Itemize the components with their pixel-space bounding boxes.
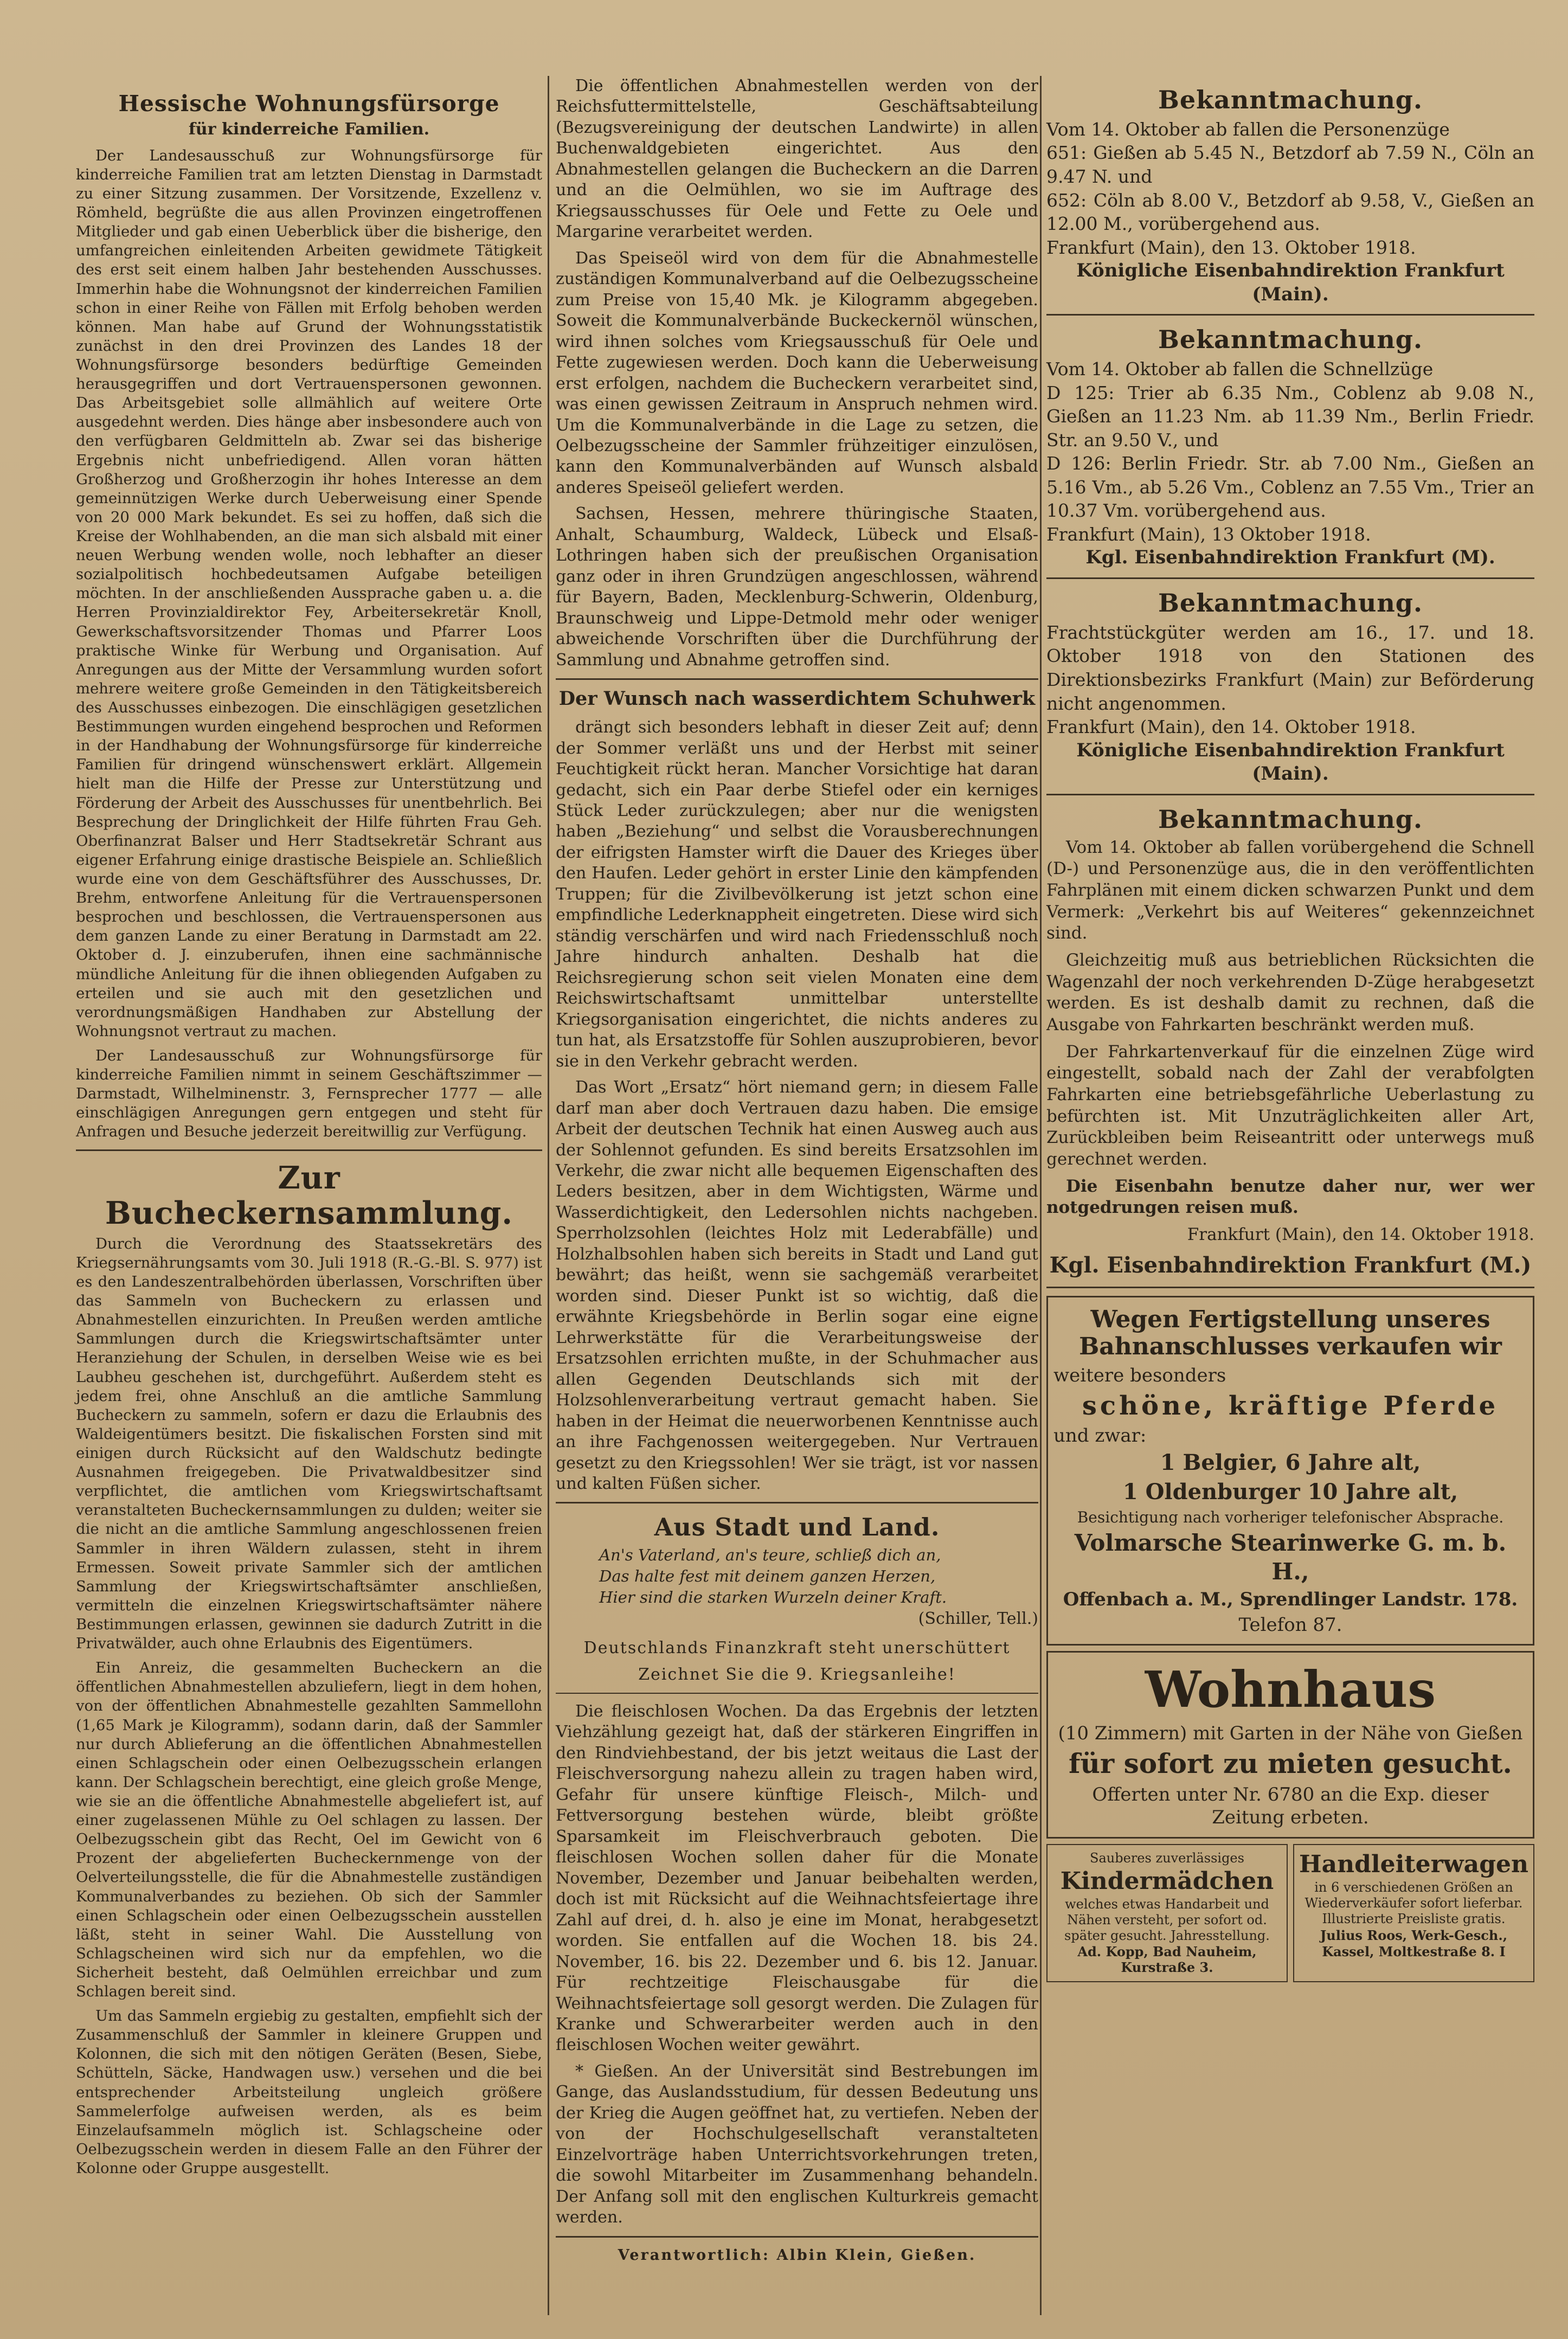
paragraph: Sachsen, Hessen, mehrere thüringische Staaten, Anhalt, Schaumburg, Waldeck, Lübeck und Elsaß-Lothringen haben sich der preußischen Organisation ganz oder in ihren Grundzügen angeschlossen, während für Bayern, Baden, Mecklenburg-Schwerin, Oldenburg, Braunschweig und Lippe-Detmold mehr oder weniger abweichende Vorschriften über die Durchführung der Sammlung und Abnahme getroffen sind.: [556, 504, 1038, 670]
notice-title: Bekanntmachung.: [1158, 804, 1423, 834]
notice-date: Frankfurt (Main), den 14. Oktober 1918.: [1046, 716, 1416, 738]
ad-line: 1 Oldenburger 10 Jahre alt,: [1122, 1479, 1458, 1505]
notice-signature: Königliche Eisenbahndirektion Frankfurt (Main).: [1076, 739, 1505, 785]
notice-title: Bekanntmachung.: [1158, 325, 1423, 355]
notice-signature: Königliche Eisenbahndirektion Frankfurt (Main).: [1076, 260, 1505, 305]
ad-phone: Telefon 87.: [1238, 1614, 1342, 1636]
divider: [556, 2236, 1038, 2238]
ad-kindermaedchen: [1046, 1844, 1288, 1982]
ad-title: Wegen Fertigstellung unseres Bahnanschlusses verkaufen wir: [1079, 1305, 1502, 1361]
ad-pferde: [1046, 1296, 1534, 1646]
paragraph: drängt sich besonders lebhaft in dieser Zeit auf; denn der Sommer verläßt uns und der Herbst mit seiner Feuchtigkeit rückt heran. Mancher Vorsichtige hat daran gedacht, sich ein Paar derbe Stiefel oder ein kerniges Stück Leder zurückzulegen; aber nur die wenigsten haben „Beziehung“ und selbst die Vorausberechnungen der eifrigsten Hamster wirft die Dauer des Krieges über den Haufen. Leder gehört in erster Linie den kämpfenden Truppen; für die Zivilbevölkerung ist jetzt schon eine empfindliche Lederknappheit eingetreten. Diese wird sich ständig verschärfen und wird nach Friedensschluß noch Jahre hindurch anhalten. Deshalb hat die Reichsregierung schon seit vielen Monaten eine dem Reichswirtschaftsamt unmittelbar unterstellte Kriegsorganisation eingerichtet, die nichts anderes zu tun hat, als Ersatzstoffe für Sohlen auszuprobieren, bevor sie in den Verkehr gebracht werden.: [556, 718, 1038, 1071]
poem-line: Hier sind die starken Wurzeln deiner Kraft.: [599, 1588, 947, 1607]
notice-date: Frankfurt (Main), 13 Oktober 1918.: [1046, 523, 1371, 545]
ad-title: Kindermädchen: [1060, 1867, 1274, 1895]
paragraph: Ein Anreiz, die gesammelten Bucheckern an die öffentlichen Abnahmestellen abzuliefern, liegt in dem hohen, von der öffentlichen Abnahmestelle gezahlten Sammellohn (1,65 Mark je Kilogramm), sodann darin, daß der Sammler nur durch Ablieferung an die öffentlichen Abnahmestellen einen Schlagschein oder einen Oelbezugsschein erlangen kann. Der Schlagschein berechtigt, eine gleich große Menge, wie sie an die öffentliche Abnahmestelle abgeliefert ist, auf einer zugelassenen Mühle zu Oel schlagen zu lassen. Der Oelbezugsschein gibt das Recht, Oel im Gewicht von 6 Prozent der abgelieferten Bucheckernmenge von der Oelverteilungsstelle, die für die Abnahmestelle zuständigen Kommunalverbandes zu beziehen. Ob sich der Sammler einen Schlagschein oder einen Oelbezugsschein ausstellen läßt, steht in seiner Wahl. Die Ausstellung von Schlagscheinen wird sich nur da empfehlen, wo die Sicherheit besteht, daß Oelmühlen erreichbar und zum Schlagen bereit sind.: [76, 1660, 542, 2001]
responsible-editor-footer: Verantwortlich: Albin Klein, Gießen.: [618, 2246, 976, 2264]
ad-handleiterwagen: [1293, 1844, 1534, 1982]
paragraph: Die Eisenbahn benutze daher nur, wer wer notgedrungen reisen muß.: [1046, 1176, 1534, 1218]
ad-title: Wohnhaus: [1145, 1660, 1436, 1719]
column-divider-1: [548, 76, 549, 2315]
ad-line: Kassel, Moltkestraße 8. I: [1322, 1944, 1506, 1960]
article-title-bucheckern: Zur Bucheckernsammlung.: [105, 1160, 513, 1231]
small-ads-row: [1046, 1844, 1534, 1982]
notice-title: Bekanntmachung.: [1158, 85, 1423, 114]
column-divider-2: [1040, 76, 1042, 2315]
paragraph: Gleichzeitig muß aus betrieblichen Rücksichten die Wagenzahl der noch verkehrenden D-Züge herabgesetzt werden. Es ist deshalb damit zu rechnen, daß die Ausgabe von Fahrkarten beschränkt werden muß.: [1046, 950, 1534, 1034]
notice-line: Vom 14. Oktober ab fallen die Schnellzüge: [1046, 358, 1434, 380]
paragraph: Um das Sammeln ergiebig zu gestalten, empfiehlt sich der Zusammenschluß der Sammler in kleinere Gruppen und Kolonnen, die sich mit den nötigen Geräten (Besen, Siebe, Schütteln, Säcke, Handwagen usw.) versehen und die bei entsprechender Arbeitsteilung ungleich größere Sammelerfolge aufweisen werden, als es beim Einzelaufsammeln möglich ist. Schlagscheine oder Oelbezugsschein werden in diesem Falle an den Führer der Kolonne oder Gruppe ausgestellt.: [76, 2008, 542, 2177]
divider: [1046, 577, 1534, 579]
ad-line: Besichtigung nach vorheriger telefonischer Absprache.: [1077, 1508, 1504, 1526]
notice-line: 652: Cöln ab 8.00 V., Betzdorf ab 9.58, V., Gießen an 12.00 M., vorübergehend aus.: [1046, 189, 1534, 235]
ad-highlight: schöne, kräftige Pferde: [1082, 1390, 1499, 1421]
notice-line: D 125: Trier ab 6.35 Nm., Coblenz ab 9.08 N., Gießen an 11.23 Nm. ab 11.39 Nm., Berlin Friedr. Str. an 9.50 V., und: [1046, 382, 1534, 451]
paragraph: * Gießen. An der Universität sind Bestrebungen im Gange, das Auslandsstudium, für dessen Bedeutung uns der Krieg die Augen geöffnet hat, zu vertiefen. Neben der von der Hochschulgesellschaft veranstalteten Einzelvorträge haben Unterrichtsvorkehrungen treten, die sowohl Mitarbeiter im Zusammenhang behandeln. Der Anfang soll mit den englischen Kulturkreis gemacht werden.: [556, 2061, 1038, 2227]
paragraph: Durch die Verordnung des Staatssekretärs des Kriegsernährungsamts vom 30. Juli 1918 (R.-G.-Bl. S. 977) ist es den Landeszentralbehörden überlassen, Vorschriften über das Sammeln von Bucheckern zu erlassen und Abnahmestellen einzurichten. In Preußen werden amtliche Sammlungen durch die Kriegswirtschaftsämter unter Heranziehung der Schulen, in derselben Weise wie es bei Laubheu geschehen ist, durchgeführt. Außerdem steht es jedem frei, ohne Anschluß an die amtliche Sammlung Bucheckern zu sammeln, sofern er dazu die Erlaubnis des Waldeigentümers besitzt. Die fiskalischen Forsten sind mit einigen durch Rücksicht auf den Waldschutz bedingte Ausnahmen freigegeben. Die Privatwaldbesitzer sind verpflichtet, die amtlichen vom Kriegswirtschaftsamt veranstalteten Bucheckernsammlungen zu dulden; weiter sie die nicht an die amtliche Sammlung angeschlossenen freien Sammler in ihren Wäldern zulassen, steht in ihrem Ermessen. Soweit private Sammler sich der amtlichen Sammlung der Kriegswirtschaftsämter anschließen, vermitteln die einzelnen Kriegswirtschaftsämter nähere Bestimmungen erlassen, gewinnen sie dadurch Zutritt in die Privatwälder, auch ohne Erlaubnis des Eigentümers.: [76, 1235, 542, 1653]
ad-line: Ad. Kopp, Bad Nauheim, Kurstraße 3.: [1077, 1944, 1257, 1976]
paragraph: Der Landesausschuß zur Wohnungsfürsorge für kinderreiche Familien nimmt in seinem Geschäftszimmer — Darmstadt, Wilhelminenstr. 3, Fernsprecher 1777 — alle einschlägigen Anregungen gern entgegen und steht für Anfragen und Besuche jederzeit bereitwillig zur Verfügung.: [76, 1047, 542, 1141]
ad-line: (10 Zimmern) mit Garten in der Nähe von Gießen: [1058, 1722, 1523, 1744]
divider: [556, 1502, 1038, 1503]
divider: [1046, 794, 1534, 795]
column-3: [1046, 76, 1534, 1982]
paragraph: Die öffentlichen Abnahmestellen werden von der Reichsfuttermittelstelle, Geschäftsabteilung (Bezugsvereinigung der deutschen Landwirte) in allen Buchenwaldgebieten eingerichtet. Aus den Abnahmestellen gelangen die Bucheckern an die Darren und an die Oelmühlen, wo sie im Auftrage des Kriegsausschusses für Oele und Fette zu Oele und Margarine verarbeitet werden.: [556, 76, 1038, 242]
slogan-line: Zeichnet Sie die 9. Kriegsanleihe!: [638, 1665, 956, 1684]
poem-line: Das halte fest mit deinem ganzen Herzen,: [599, 1567, 936, 1586]
notice-signature: Kgl. Eisenbahndirektion Frankfurt (M.): [1049, 1252, 1532, 1278]
notice-line: 651: Gießen ab 5.45 N., Betzdorf ab 7.59 N., Cöln an 9.47 N. und: [1046, 142, 1534, 187]
divider: [1046, 1287, 1534, 1288]
ad-line: welches etwas Handarbeit und Nähen versteht, per sofort od. später gesucht. Jahresstellung.: [1064, 1896, 1270, 1943]
poem-line: An's Vaterland, an's teure, schließ dich an,: [599, 1545, 941, 1564]
ad-line: Sauberes zuverlässiges: [1090, 1850, 1244, 1866]
divider: [556, 678, 1038, 680]
paragraph: Vom 14. Oktober ab fallen vorübergehend die Schnell (D-) und Personenzüge aus, die in den veröffentlichten Fahrplänen mit einem dicken schwarzen Punkt und dem Vermerk: „Verkehrt bis auf Weiteres“ gekennzeichnet sind.: [1046, 837, 1534, 943]
notice-date: Frankfurt (Main), den 13. Oktober 1918.: [1046, 236, 1416, 258]
notice-date: Frankfurt (Main), den 14. Oktober 1918.: [1187, 1224, 1534, 1244]
notice-title: Bekanntmachung.: [1158, 588, 1423, 618]
article-title-wohnungsfuersorge: Hessische Wohnungsfürsorge: [118, 91, 500, 117]
ad-line: und zwar:: [1053, 1424, 1147, 1447]
paragraph: Das Wort „Ersatz“ hört niemand gern; in diesem Falle darf man aber doch Vertrauen dazu haben. Die emsige Arbeit der deutschen Technik hat einen Ausweg auch aus der Sohlennot gefunden. Es sind bereits Ersatzsohlen im Verkehr, die zwar nicht alle bequemen Eigenschaften des Leders besitzen, aber in dem Wichtigsten, Wärme und Wasserdichtigkeit, den Ledersohlen nichts nachgeben. Sperrholzsohlen (leichtes Holz mit Lederabfälle) und Holzhalbsohlen haben sich bereits in Stadt und Land gut bewährt; das heißt, wenn sie sachgemäß verarbeitet worden sind. Dieser Punkt ist so wichtig, daß die erwähnte Kriegsbehörde in Berlin sogar eine eigne Lehrwerkstätte für die Verarbeitungsweise der Ersatzsohlen errichten mußte, in der Schuhmacher aus allen Gegenden Deutschlands sich mit der Holzsohlenverarbeitung vertraut gemacht haben. Sie haben in der Heimat die neuerworbenen Kenntnisse auch an ihre Fachgenossen weitergegeben. Nur Vertrauen gesetzt zu den Kriegssohlen! Wer sie trägt, ist vor nassen und kalten Füßen sicher.: [556, 1078, 1038, 1493]
ad-line: Offerten unter Nr. 6780 an die Exp. dieser Zeitung erbeten.: [1092, 1783, 1489, 1829]
poem-source: (Schiller, Tell.): [918, 1609, 1038, 1628]
divider: [556, 1693, 1038, 1694]
ad-company: Volmarsche Stearinwerke G. m. b. H.,: [1074, 1530, 1507, 1585]
ad-line: 1 Belgier, 6 Jahre alt,: [1160, 1450, 1421, 1475]
paragraph: Der Fahrkartenverkauf für die einzelnen Züge wird eingestellt, sobald nach der Zahl der verabfolgten Fahrkarten eine betriebsgefährliche Ueberlastung zu befürchten ist. Mit Unzuträglichkeiten aller Art, Zurückbleiben beim Reiseantritt oder unterwegs muß gerechnet werden.: [1046, 1042, 1534, 1169]
ad-line: in 6 verschiedenen Größen an Wiederverkäufer sofort lieferbar. Illustrierte Preisliste gratis.: [1304, 1880, 1523, 1926]
notice-line: Vom 14. Oktober ab fallen die Personenzüge: [1046, 118, 1450, 140]
notice-signature: Kgl. Eisenbahndirektion Frankfurt (M).: [1085, 547, 1495, 569]
divider: [76, 1149, 542, 1151]
column-1: [76, 81, 542, 2183]
notice-line: Frachtstückgüter werden am 16., 17. und 18. Oktober 1918 von den Stationen des Direktionsbezirks Frankfurt (Main) zur Beförderung nicht angenommen.: [1046, 621, 1534, 714]
paragraph: Die fleischlosen Wochen. Da das Ergebnis der letzten Viehzählung gezeigt hat, daß der stärkeren Eingriffen in den Rindviehbestand, der bis jetzt weitaus die Last der Fleischversorgung nahezu allein zu tragen haben wird, Gefahr für unsere künftige Fleisch-, Milch- und Fettversorgung bestehen würde, bleibt größte Sparsamkeit im Fleischverbrauch geboten. Die fleischlosen Wochen sollen daher für die Monate November, Dezember und Januar beibehalten werden, doch ist mit Rücksicht auf die Weihnachtsfeiertage ihre Zahl auf drei, d. h. also je eine im Monat, herabgesetzt worden. Sie entfallen auf die Wochen 18. bis 24. November, 16. bis 22. Dezember und 6. bis 12. Januar. Für rechtzeitige Fleischausgabe für die Weihnachtsfeiertage soll gesorgt werden. Die Zulagen für Kranke und Schwerarbeiter werden auch in den fleischlosen Wochen weiter gewährt.: [556, 1701, 1038, 2055]
ad-highlight: für sofort zu mieten gesucht.: [1069, 1747, 1512, 1780]
ad-wohnhaus: [1046, 1651, 1534, 1839]
divider: [1046, 314, 1534, 316]
ad-title: Handleiterwagen: [1299, 1850, 1528, 1878]
ad-address: Offenbach a. M., Sprendlinger Landstr. 178.: [1063, 1589, 1518, 1610]
article-subtitle: für kinderreiche Familien.: [188, 119, 430, 139]
ad-line: Julius Roos, Werk-Gesch.,: [1320, 1927, 1508, 1943]
paragraph: Das Speiseöl wird von dem für die Abnahmestelle zuständigen Kommunalverband auf die Oelbezugsscheine zum Preise von 15,40 Mk. je Kilogramm abgegeben. Soweit die Kommunalverbände Buckeckernöl wünschen, wird ihnen solches vom Kriegsausschuß für Oele und Fette zugewiesen werden. Doch kann die Ueberweisung erst erfolgen, nachdem die Bucheckern verarbeitet sind, was einen gewissen Zeitraum in Anspruch nehmen wird. Um die Kommunalverbände in die Lage zu setzen, die Oelbezugsscheine der Sammler frühzeitiger einzulösen, kann den Kommunalverbänden auf Wunsch alsbald anderes Speiseöl geliefert werden.: [556, 248, 1038, 497]
ad-line: weitere besonders: [1053, 1365, 1226, 1386]
section-title-stadt-land: Aus Stadt und Land.: [654, 1513, 940, 1542]
slogan-line: Deutschlands Finanzkraft steht unerschüttert: [583, 1638, 1011, 1658]
notice-line: D 126: Berlin Friedr. Str. ab 7.00 Nm., Gießen an 5.16 Vm., ab 5.26 Vm., Coblenz an 7.55 Vm., Trier an 10.37 Vm. vorübergehend aus.: [1046, 453, 1534, 522]
paragraph: Der Landesausschuß zur Wohnungsfürsorge für kinderreiche Familien trat am letzten Dienstag in Darmstadt zu einer Sitzung zusammen. Der Vorsitzende, Exzellenz v. Römheld, begrüßte die aus allen Provinzen eingetroffenen Mitglieder und gab einen Ueberblick über die bisherige, den umfangreichen einleitenden Arbeiten gewidmete Tätigkeit des erst seit einem halben Jahr bestehenden Ausschusses. Immerhin habe die Wohnungsnot der kinderreichen Familien schon in einer Reihe von Fällen mit Erfolg behoben werden können. Man habe auf Grund der Wohnungsstatistik zunächst in den drei Provinzen des Landes 18 der Wohnungsfürsorge besonders bedürftige Gemeinden herausgegriffen und dort Vertrauenspersonen gewonnen. Das Arbeitsgebiet solle allmählich auf weitere Orte ausgedehnt werden. Dies hänge aber insbesondere auch von den verfügbaren Geldmitteln ab. Zwar sei das bisherige Ergebnis nicht unbefriedigend. Allen voran hätten Großherzog und Großherzogin ihr hohes Interesse an dem gemeinnützigen Werke durch Ueberweisung einer Spende von 20 000 Mark bekundet. Es sei zu hoffen, daß sich die Kreise der Wohlhabenden, an die man sich alsbald mit einer neuen Werbung wenden wolle, noch lebhafter an dieser sozialpolitisch hochbedeutsamen Aufgabe beteiligen möchten. In der anschließenden Aussprache gaben u. a. die Herren Provinzialdirektor Fey, Arbeitersekretär Knoll, Gewerkschaftsvorsitzender Thomas und Pfarrer Loos praktische Winke für Werbung und Organisation. Auf Anregungen aus der Mitte der Versammlung wurden sofort mehrere weitere große Gemeinden in den Tätigkeitsbereich des Ausschusses einbezogen. Die einschlägigen gesetzlichen Bestimmungen wurden eingehend besprochen und Reformen in der Handhabung der Wohnungsfürsorge für kinderreiche Familien für dringend wünschenswert erklärt. Allgemein hielt man die Hilfe der Presse zur Unterstützung und Förderung der Arbeit des Ausschusses für unentbehrlich. Bei Besprechung der Dringlichkeit der Hilfe führten Frau Geh. Oberfinanzrat Balser und Herr Stadtsekretär Schrant aus eigener Erfahrung einige drastische Beispiele an. Schließlich wurde eine von dem Geschäftsführer des Ausschusses, Dr. Brehm, entworfene Anleitung für die Vertrauenspersonen besprochen und beschlossen, die Vertrauenspersonen aus dem ganzen Lande zu einer Beratung in Darmstadt am 22. Oktober d. J. einzuberufen, ihnen eine sachmännische mündliche Anleitung für die ihnen obliegenden Aufgaben zu erteilen und sie auch mit den gesetzlichen und verordnungsmäßigen Handhaben zur Abstellung der Wohnungsnot vertraut zu machen.: [76, 147, 542, 1040]
column-2: [556, 76, 1038, 2264]
poem: [599, 1545, 1038, 1609]
article-title-schuhwerk: Der Wunsch nach wasserdichtem Schuhwerk: [558, 687, 1036, 710]
